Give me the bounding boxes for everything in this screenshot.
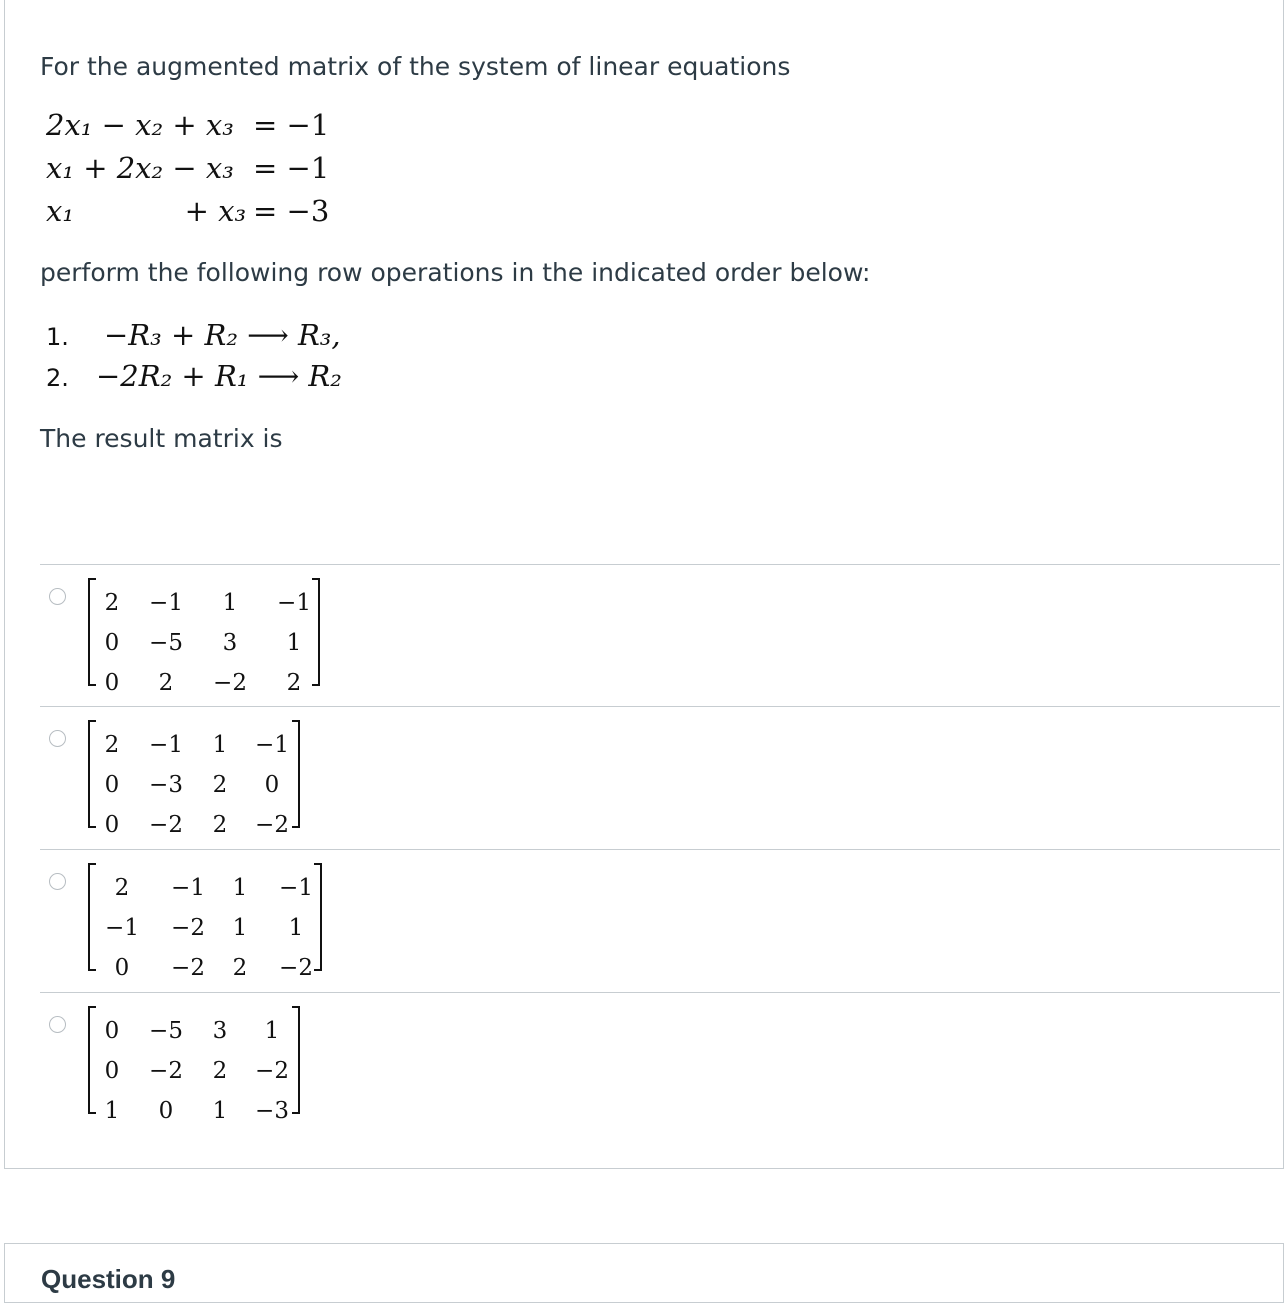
matrix-cell: 2 xyxy=(212,772,228,798)
radio-button[interactable] xyxy=(49,1016,66,1033)
next-question-title: Question 9 xyxy=(41,1264,176,1294)
matrix-cell: 2 xyxy=(104,732,120,758)
matrix-cell: 3 xyxy=(212,1018,228,1044)
equation-lhs: x₁ + 2x₂ − x₃ xyxy=(46,151,234,185)
matrix-cell: −2 xyxy=(279,955,313,981)
matrix-cell: 2 xyxy=(232,955,248,981)
matrix-cell: −2 xyxy=(213,670,247,696)
answer-option-1[interactable] xyxy=(40,566,1270,706)
matrix-cell: −1 xyxy=(279,875,313,901)
matrix-cell: −3 xyxy=(255,1098,289,1124)
equation-rhs: = −1 xyxy=(253,108,330,142)
matrix-cell: 1 xyxy=(264,1018,280,1044)
matrix-cell: 2 xyxy=(104,590,120,616)
matrix-cell: −5 xyxy=(149,630,183,656)
matrix-cell: 1 xyxy=(286,630,302,656)
matrix-cell: 1 xyxy=(288,915,304,941)
matrix-cell: 0 xyxy=(114,955,130,981)
matrix-cell: −2 xyxy=(171,915,205,941)
divider xyxy=(40,849,1280,850)
matrix-cell: −2 xyxy=(149,1058,183,1084)
answer-option-3[interactable] xyxy=(40,851,1270,991)
matrix-cell: −5 xyxy=(149,1018,183,1044)
divider xyxy=(40,706,1280,707)
matrix-cell: −2 xyxy=(171,955,205,981)
equation-lhs: x₁ + x₃ xyxy=(46,194,247,228)
matrix-cell: 1 xyxy=(222,590,238,616)
matrix-cell: 0 xyxy=(104,812,120,838)
matrix-cell: −2 xyxy=(255,812,289,838)
matrix-cell: 1 xyxy=(104,1098,120,1124)
radio-button[interactable] xyxy=(49,873,66,890)
matrix-cell: 3 xyxy=(222,630,238,656)
radio-button[interactable] xyxy=(49,588,66,605)
operation-text: −R₃ + R₂ ⟶ R₃, xyxy=(104,318,341,352)
matrix-cell: −2 xyxy=(255,1058,289,1084)
matrix-cell: 2 xyxy=(114,875,130,901)
matrix-cell: −1 xyxy=(277,590,311,616)
answer-option-4[interactable] xyxy=(40,994,1270,1134)
matrix-cell: 0 xyxy=(158,1098,174,1124)
matrix-cell: −3 xyxy=(149,772,183,798)
next-question-card xyxy=(4,1243,1284,1303)
question-intro: For the augmented matrix of the system of linear equations xyxy=(40,52,791,81)
operation-text: −2R₂ + R₁ ⟶ R₂ xyxy=(96,359,342,393)
matrix-cell: −1 xyxy=(255,732,289,758)
matrix-cell: 2 xyxy=(286,670,302,696)
matrix-cell: 1 xyxy=(212,1098,228,1124)
matrix-cell: 2 xyxy=(158,670,174,696)
matrix-cell: −1 xyxy=(171,875,205,901)
matrix-cell: −1 xyxy=(149,732,183,758)
matrix-cell: −1 xyxy=(105,915,139,941)
matrix-cell: 0 xyxy=(104,670,120,696)
divider xyxy=(40,992,1280,993)
result-label: The result matrix is xyxy=(40,424,283,453)
equation-lhs: 2x₁ − x₂ + x₃ xyxy=(46,108,234,142)
operation-number: 1. xyxy=(46,323,69,351)
matrix-cell: 0 xyxy=(104,630,120,656)
matrix-cell: −2 xyxy=(149,812,183,838)
matrix-cell: 0 xyxy=(104,1018,120,1044)
matrix-cell: 1 xyxy=(232,875,248,901)
matrix-cell: 2 xyxy=(212,812,228,838)
matrix-cell: 0 xyxy=(104,1058,120,1084)
matrix-cell: 0 xyxy=(264,772,280,798)
instruction-text: perform the following row operations in the indicated order below: xyxy=(40,258,871,287)
matrix-cell: −1 xyxy=(149,590,183,616)
operation-number: 2. xyxy=(46,364,69,392)
divider xyxy=(40,564,1280,565)
answer-option-2[interactable] xyxy=(40,708,1270,848)
equation-rhs: = −3 xyxy=(253,194,330,228)
radio-button[interactable] xyxy=(49,730,66,747)
equation-rhs: = −1 xyxy=(253,151,330,185)
matrix-cell: 1 xyxy=(232,915,248,941)
matrix-cell: 0 xyxy=(104,772,120,798)
matrix-cell: 2 xyxy=(212,1058,228,1084)
matrix-cell: 1 xyxy=(212,732,228,758)
